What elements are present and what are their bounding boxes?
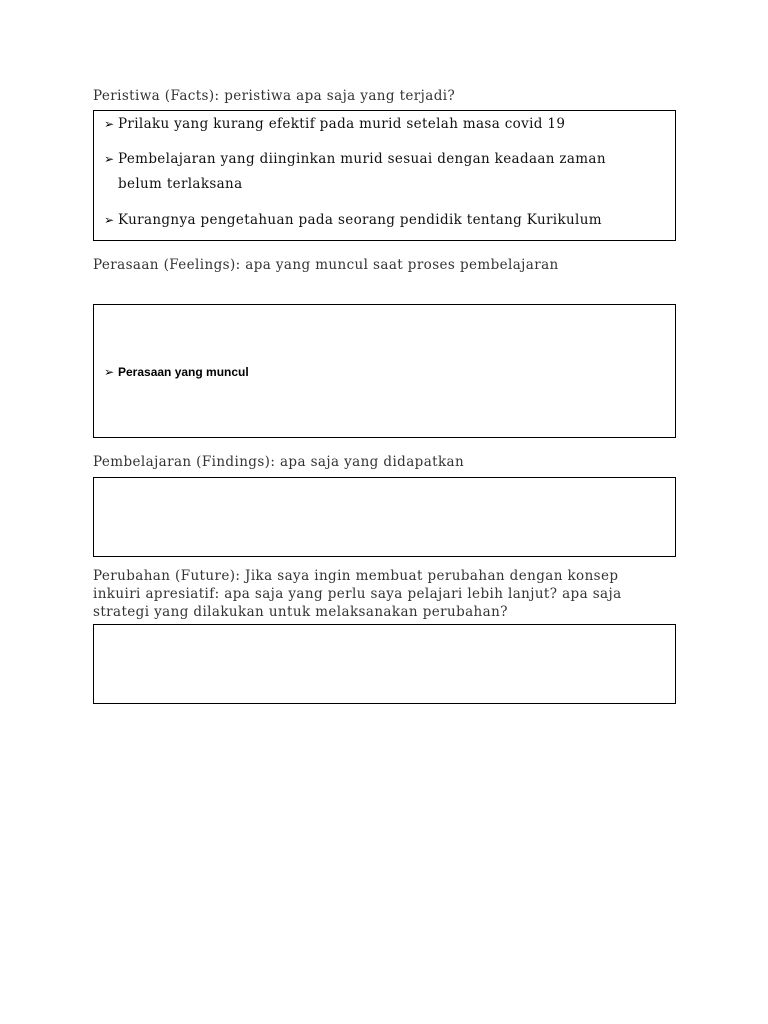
facts-heading: Peristiwa (Facts): peristiwa apa saja yang terjadi? <box>93 88 456 104</box>
facts-item-3 <box>104 208 602 233</box>
arrowhead-bullet-icon: ➢ <box>104 213 115 227</box>
facts-item-2 <box>104 147 606 197</box>
future-heading-line-3: strategi yang dilakukan untuk melaksanakan perubahan? <box>93 604 508 620</box>
feelings-item-1-text: Perasaan yang muncul <box>118 365 249 379</box>
facts-item-2-text: Pembelajaran yang diinginkan murid sesuai dengan keadaan zaman <box>118 151 606 167</box>
facts-box <box>93 110 676 241</box>
facts-item-3-text: Kurangnya pengetahuan pada seorang pendidik tentang Kurikulum <box>118 212 602 228</box>
arrowhead-bullet-icon: ➢ <box>104 117 115 131</box>
facts-item-2-continuation: belum terlaksana <box>118 176 243 192</box>
findings-heading: Pembelajaran (Findings): apa saja yang didapatkan <box>93 454 465 470</box>
findings-box <box>93 477 676 557</box>
future-heading-line-2: inkuiri apresiatif: apa saja yang perlu saya pelajari lebih lanjut? apa saja <box>93 586 622 602</box>
facts-item-1 <box>104 112 565 137</box>
facts-item-1-text: Prilaku yang kurang efektif pada murid setelah masa covid 19 <box>118 116 566 132</box>
arrowhead-bullet-icon: ➢ <box>104 152 115 166</box>
feelings-heading: Perasaan (Feelings): apa yang muncul saat proses pembelajaran <box>93 257 559 273</box>
future-heading-line-1: Perubahan (Future): Jika saya ingin membuat perubahan dengan konsep <box>93 568 619 584</box>
feelings-box <box>93 304 676 438</box>
future-box <box>93 624 676 704</box>
arrowhead-bullet-icon: ➢ <box>104 365 115 379</box>
feelings-item-1 <box>104 364 249 380</box>
